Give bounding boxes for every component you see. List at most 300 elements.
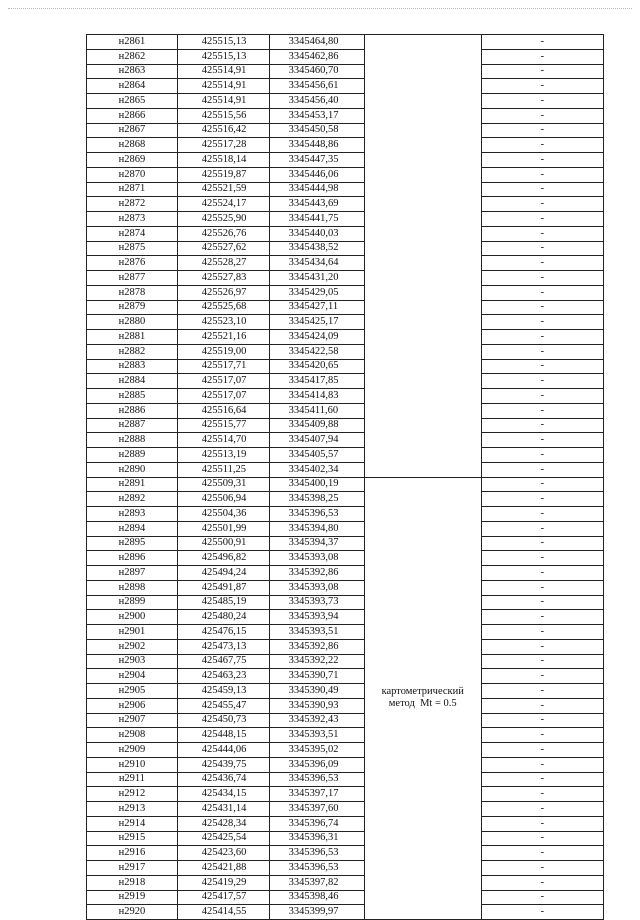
y-coordinate-value: 3345393,94 [288, 611, 339, 623]
y-coordinate-value: 3345392,86 [288, 640, 339, 652]
x-coordinate-cell [177, 772, 269, 787]
y-coordinate-cell [269, 580, 364, 595]
y-coordinate-value: 3345425,17 [288, 316, 339, 328]
y-coordinate-value: 3345409,88 [288, 419, 339, 431]
point-id-cell: н2910 [87, 757, 178, 772]
dash-cell: - [481, 757, 603, 772]
x-coordinate-cell [177, 138, 269, 153]
x-coordinate-value: 425504,36 [201, 507, 247, 519]
table-row [87, 654, 604, 669]
y-coordinate-value: 3345396,31 [288, 832, 339, 844]
dash-cell: - [481, 743, 603, 758]
point-id-cell: н2869 [87, 153, 178, 168]
scan-top-edge [8, 8, 632, 9]
y-coordinate-cell [269, 271, 364, 286]
point-id-cell: н2863 [87, 64, 178, 79]
dash-cell: - [481, 418, 603, 433]
y-coordinate-cell [269, 330, 364, 345]
dash-cell: - [481, 846, 603, 861]
y-coordinate-cell [269, 108, 364, 123]
y-coordinate-value: 3345417,85 [288, 375, 339, 387]
point-id-cell: н2890 [87, 462, 178, 477]
point-id-cell: н2917 [87, 861, 178, 876]
y-coordinate-cell [269, 743, 364, 758]
x-coordinate-value: 425419,29 [201, 876, 247, 888]
y-coordinate-value: 3345414,83 [288, 389, 339, 401]
y-coordinate-value: 3345396,53 [288, 507, 339, 519]
x-coordinate-value: 425517,28 [201, 139, 247, 151]
x-coordinate-value: 425436,74 [201, 773, 247, 785]
x-coordinate-value: 425417,57 [201, 891, 247, 903]
table-row [87, 123, 604, 138]
x-coordinate-value: 425423,60 [201, 847, 247, 859]
x-coordinate-cell [177, 580, 269, 595]
x-coordinate-value: 425526,76 [201, 227, 247, 239]
y-coordinate-cell [269, 389, 364, 404]
table-row [87, 403, 604, 418]
x-coordinate-value: 425448,15 [201, 729, 247, 741]
x-coordinate-value: 425485,19 [201, 596, 247, 608]
point-id-cell: н2907 [87, 713, 178, 728]
y-coordinate-cell [269, 669, 364, 684]
x-coordinate-cell [177, 448, 269, 463]
y-coordinate-value: 3345396,53 [288, 847, 339, 859]
point-id-cell: н2912 [87, 787, 178, 802]
y-coordinate-value: 3345443,69 [288, 198, 339, 210]
x-coordinate-cell [177, 182, 269, 197]
x-coordinate-value: 425523,10 [201, 316, 247, 328]
dash-cell: - [481, 433, 603, 448]
table-row [87, 757, 604, 772]
dash-cell: - [481, 861, 603, 876]
point-id-cell: н2884 [87, 374, 178, 389]
y-coordinate-value: 3345402,34 [288, 463, 339, 475]
table-row [87, 108, 604, 123]
table-row [87, 831, 604, 846]
table-row [87, 905, 604, 920]
method-cell-empty [364, 35, 481, 478]
x-coordinate-value: 425527,62 [201, 242, 247, 254]
coordinates-table-body [87, 35, 604, 920]
y-coordinate-cell [269, 507, 364, 522]
dash-cell: - [481, 197, 603, 212]
table-row [87, 285, 604, 300]
y-coordinate-cell [269, 344, 364, 359]
x-coordinate-value: 425525,90 [201, 212, 247, 224]
point-id-cell: н2895 [87, 536, 178, 551]
dash-cell: - [481, 654, 603, 669]
table-row [87, 256, 604, 271]
x-coordinate-cell [177, 846, 269, 861]
point-id-cell: н2900 [87, 610, 178, 625]
point-id-cell: н2875 [87, 241, 178, 256]
point-id-cell: н2889 [87, 448, 178, 463]
y-coordinate-cell [269, 167, 364, 182]
y-coordinate-cell [269, 595, 364, 610]
table-row [87, 698, 604, 713]
y-coordinate-value: 3345397,82 [288, 876, 339, 888]
y-coordinate-value: 3345396,09 [288, 758, 339, 770]
point-id-cell: н2891 [87, 477, 178, 492]
table-row [87, 669, 604, 684]
point-id-cell: н2899 [87, 595, 178, 610]
y-coordinate-cell [269, 521, 364, 536]
x-coordinate-cell [177, 551, 269, 566]
x-coordinate-value: 425500,91 [201, 537, 247, 549]
table-row [87, 433, 604, 448]
point-id-cell: н2903 [87, 654, 178, 669]
x-coordinate-cell [177, 743, 269, 758]
y-coordinate-cell [269, 448, 364, 463]
y-coordinate-cell [269, 403, 364, 418]
x-coordinate-value: 425473,13 [201, 640, 247, 652]
table-row [87, 861, 604, 876]
x-coordinate-cell [177, 669, 269, 684]
dash-cell: - [481, 389, 603, 404]
dash-cell: - [481, 521, 603, 536]
x-coordinate-value: 425525,68 [201, 301, 247, 313]
x-coordinate-cell [177, 861, 269, 876]
y-coordinate-value: 3345411,60 [288, 404, 339, 416]
y-coordinate-cell [269, 536, 364, 551]
y-coordinate-value: 3345393,08 [288, 552, 339, 564]
point-id-cell: н2866 [87, 108, 178, 123]
x-coordinate-value: 425494,24 [201, 566, 247, 578]
x-coordinate-value: 425518,14 [201, 153, 247, 165]
point-id-cell: н2920 [87, 905, 178, 920]
table-row [87, 359, 604, 374]
y-coordinate-cell [269, 226, 364, 241]
table-row [87, 492, 604, 507]
table-row [87, 271, 604, 286]
y-coordinate-value: 3345444,98 [288, 183, 339, 195]
y-coordinate-value: 3345393,51 [288, 729, 339, 741]
y-coordinate-cell [269, 551, 364, 566]
method-label-line1: картометрический [381, 686, 464, 698]
point-id-cell: н2905 [87, 684, 178, 699]
table-row [87, 772, 604, 787]
y-coordinate-value: 3345396,53 [288, 773, 339, 785]
x-coordinate-value: 425414,55 [201, 906, 247, 918]
table-row [87, 536, 604, 551]
y-coordinate-value: 3345405,57 [288, 448, 339, 460]
x-coordinate-value: 425519,87 [201, 168, 247, 180]
dash-cell: - [481, 256, 603, 271]
y-coordinate-value: 3345395,02 [288, 743, 339, 755]
point-id-cell: н2906 [87, 698, 178, 713]
dash-cell: - [481, 448, 603, 463]
y-coordinate-cell [269, 846, 364, 861]
y-coordinate-cell [269, 359, 364, 374]
table-row [87, 639, 604, 654]
y-coordinate-value: 3345450,58 [288, 124, 339, 136]
x-coordinate-cell [177, 123, 269, 138]
x-coordinate-value: 425524,17 [201, 198, 247, 210]
table-row [87, 138, 604, 153]
x-coordinate-cell [177, 197, 269, 212]
point-id-cell: н2883 [87, 359, 178, 374]
x-coordinate-cell [177, 566, 269, 581]
x-coordinate-value: 425506,94 [201, 493, 247, 505]
x-coordinate-cell [177, 285, 269, 300]
table-row [87, 816, 604, 831]
dash-cell: - [481, 241, 603, 256]
table-row [87, 521, 604, 536]
x-coordinate-cell [177, 536, 269, 551]
dash-cell: - [481, 787, 603, 802]
table-row [87, 374, 604, 389]
x-coordinate-cell [177, 625, 269, 640]
y-coordinate-cell [269, 625, 364, 640]
x-coordinate-cell [177, 374, 269, 389]
table-row [87, 610, 604, 625]
dash-cell: - [481, 551, 603, 566]
point-id-cell: н2862 [87, 49, 178, 64]
table-row [87, 551, 604, 566]
table-row [87, 477, 604, 492]
dash-cell: - [481, 492, 603, 507]
point-id-cell: н2893 [87, 507, 178, 522]
table-row [87, 625, 604, 640]
table-row [87, 153, 604, 168]
dash-cell: - [481, 536, 603, 551]
x-coordinate-value: 425514,91 [201, 65, 247, 77]
dash-cell: - [481, 698, 603, 713]
y-coordinate-value: 3345429,05 [288, 286, 339, 298]
x-coordinate-cell [177, 64, 269, 79]
table-row [87, 167, 604, 182]
point-id-cell: н2882 [87, 344, 178, 359]
dash-cell: - [481, 49, 603, 64]
dash-cell: - [481, 330, 603, 345]
y-coordinate-value: 3345446,06 [288, 168, 339, 180]
dash-cell: - [481, 79, 603, 94]
point-id-cell: н2914 [87, 816, 178, 831]
point-id-cell: н2902 [87, 639, 178, 654]
y-coordinate-cell [269, 566, 364, 581]
point-id-cell: н2887 [87, 418, 178, 433]
y-coordinate-value: 3345462,86 [288, 50, 339, 62]
point-id-cell: н2886 [87, 403, 178, 418]
x-coordinate-cell [177, 330, 269, 345]
y-coordinate-cell [269, 757, 364, 772]
y-coordinate-cell [269, 477, 364, 492]
point-id-cell: н2915 [87, 831, 178, 846]
x-coordinate-cell [177, 698, 269, 713]
y-coordinate-cell [269, 462, 364, 477]
y-coordinate-value: 3345398,25 [288, 493, 339, 505]
dash-cell: - [481, 462, 603, 477]
dash-cell: - [481, 669, 603, 684]
point-id-cell: н2898 [87, 580, 178, 595]
point-id-cell: н2879 [87, 300, 178, 315]
x-coordinate-cell [177, 595, 269, 610]
y-coordinate-cell [269, 374, 364, 389]
y-coordinate-cell [269, 123, 364, 138]
x-coordinate-value: 425514,70 [201, 434, 247, 446]
y-coordinate-value: 3345390,49 [288, 684, 339, 696]
y-coordinate-value: 3345392,86 [288, 566, 339, 578]
x-coordinate-cell [177, 271, 269, 286]
dash-cell: - [481, 374, 603, 389]
table-row [87, 684, 604, 699]
x-coordinate-cell [177, 79, 269, 94]
table-row [87, 875, 604, 890]
dash-cell: - [481, 94, 603, 109]
table-row [87, 787, 604, 802]
y-coordinate-value: 3345398,46 [288, 891, 339, 903]
y-coordinate-value: 3345393,51 [288, 625, 339, 637]
x-coordinate-value: 425516,64 [201, 404, 247, 416]
dash-cell: - [481, 271, 603, 286]
method-cell [364, 477, 481, 920]
dash-cell: - [481, 344, 603, 359]
x-coordinate-cell [177, 728, 269, 743]
y-coordinate-value: 3345448,86 [288, 139, 339, 151]
dash-cell: - [481, 167, 603, 182]
x-coordinate-cell [177, 875, 269, 890]
x-coordinate-value: 425521,59 [201, 183, 247, 195]
x-coordinate-value: 425425,54 [201, 832, 247, 844]
y-coordinate-value: 3345464,80 [288, 35, 339, 47]
x-coordinate-cell [177, 389, 269, 404]
y-coordinate-value: 3345407,94 [288, 434, 339, 446]
y-coordinate-value: 3345390,71 [288, 670, 339, 682]
table-row [87, 743, 604, 758]
y-coordinate-value: 3345397,17 [288, 788, 339, 800]
table-row [87, 300, 604, 315]
y-coordinate-cell [269, 433, 364, 448]
dash-cell: - [481, 875, 603, 890]
table-row [87, 344, 604, 359]
x-coordinate-value: 425513,19 [201, 448, 247, 460]
x-coordinate-value: 425528,27 [201, 257, 247, 269]
x-coordinate-value: 425476,15 [201, 625, 247, 637]
y-coordinate-value: 3345422,58 [288, 345, 339, 357]
x-coordinate-value: 425516,42 [201, 124, 247, 136]
x-coordinate-value: 425517,07 [201, 375, 247, 387]
x-coordinate-value: 425515,56 [201, 109, 247, 121]
x-coordinate-value: 425527,83 [201, 271, 247, 283]
x-coordinate-cell [177, 802, 269, 817]
point-id-cell: н2913 [87, 802, 178, 817]
table-row [87, 49, 604, 64]
y-coordinate-cell [269, 212, 364, 227]
table-row [87, 64, 604, 79]
y-coordinate-value: 3345396,74 [288, 817, 339, 829]
table-row [87, 802, 604, 817]
y-coordinate-value: 3345440,03 [288, 227, 339, 239]
point-id-cell: н2881 [87, 330, 178, 345]
x-coordinate-cell [177, 241, 269, 256]
y-coordinate-cell [269, 875, 364, 890]
x-coordinate-value: 425431,14 [201, 802, 247, 814]
y-coordinate-cell [269, 94, 364, 109]
x-coordinate-cell [177, 344, 269, 359]
point-id-cell: н2916 [87, 846, 178, 861]
point-id-cell: н2874 [87, 226, 178, 241]
x-coordinate-cell [177, 507, 269, 522]
x-coordinate-cell [177, 713, 269, 728]
dash-cell: - [481, 153, 603, 168]
x-coordinate-cell [177, 49, 269, 64]
point-id-cell: н2897 [87, 566, 178, 581]
y-coordinate-cell [269, 698, 364, 713]
x-coordinate-value: 425515,13 [201, 35, 247, 47]
x-coordinate-value: 425515,13 [201, 50, 247, 62]
x-coordinate-cell [177, 108, 269, 123]
x-coordinate-cell [177, 418, 269, 433]
y-coordinate-cell [269, 684, 364, 699]
x-coordinate-value: 425515,77 [201, 419, 247, 431]
point-id-cell: н2876 [87, 256, 178, 271]
y-coordinate-value: 3345400,19 [288, 478, 339, 490]
y-coordinate-value: 3345456,61 [288, 80, 339, 92]
point-id-cell: н2904 [87, 669, 178, 684]
table-row [87, 713, 604, 728]
x-coordinate-cell [177, 816, 269, 831]
table-row [87, 728, 604, 743]
x-coordinate-value: 425517,71 [201, 360, 247, 372]
table-row [87, 182, 604, 197]
dash-cell: - [481, 595, 603, 610]
dash-cell: - [481, 802, 603, 817]
x-coordinate-value: 425511,25 [201, 463, 246, 475]
x-coordinate-value: 425455,47 [201, 699, 247, 711]
x-coordinate-cell [177, 315, 269, 330]
x-coordinate-value: 425517,07 [201, 389, 247, 401]
y-coordinate-cell [269, 285, 364, 300]
x-coordinate-cell [177, 433, 269, 448]
table-row [87, 226, 604, 241]
x-coordinate-cell [177, 212, 269, 227]
x-coordinate-value: 425496,82 [201, 552, 247, 564]
x-coordinate-value: 425514,91 [201, 94, 247, 106]
y-coordinate-value: 3345396,53 [288, 861, 339, 873]
table-row [87, 462, 604, 477]
x-coordinate-cell [177, 890, 269, 905]
y-coordinate-cell [269, 182, 364, 197]
x-coordinate-value: 425439,75 [201, 758, 247, 770]
table-row [87, 507, 604, 522]
x-coordinate-cell [177, 787, 269, 802]
y-coordinate-cell [269, 492, 364, 507]
point-id-cell: н2861 [87, 35, 178, 50]
dash-cell: - [481, 566, 603, 581]
dash-cell: - [481, 315, 603, 330]
x-coordinate-value: 425467,75 [201, 655, 247, 667]
point-id-cell: н2870 [87, 167, 178, 182]
x-coordinate-cell [177, 359, 269, 374]
y-coordinate-value: 3345397,60 [288, 802, 339, 814]
method-label-line2: метод Mt = 0.5 [388, 698, 457, 710]
point-id-cell: н2871 [87, 182, 178, 197]
x-coordinate-cell [177, 492, 269, 507]
y-coordinate-value: 3345438,52 [288, 242, 339, 254]
y-coordinate-value: 3345394,80 [288, 522, 339, 534]
y-coordinate-value: 3345399,97 [288, 906, 339, 918]
x-coordinate-cell [177, 153, 269, 168]
y-coordinate-value: 3345392,43 [288, 714, 339, 726]
point-id-cell: н2908 [87, 728, 178, 743]
x-coordinate-value: 425480,24 [201, 611, 247, 623]
dash-cell: - [481, 625, 603, 640]
point-id-cell: н2878 [87, 285, 178, 300]
y-coordinate-cell [269, 35, 364, 50]
x-coordinate-cell [177, 757, 269, 772]
y-coordinate-cell [269, 256, 364, 271]
y-coordinate-cell [269, 787, 364, 802]
